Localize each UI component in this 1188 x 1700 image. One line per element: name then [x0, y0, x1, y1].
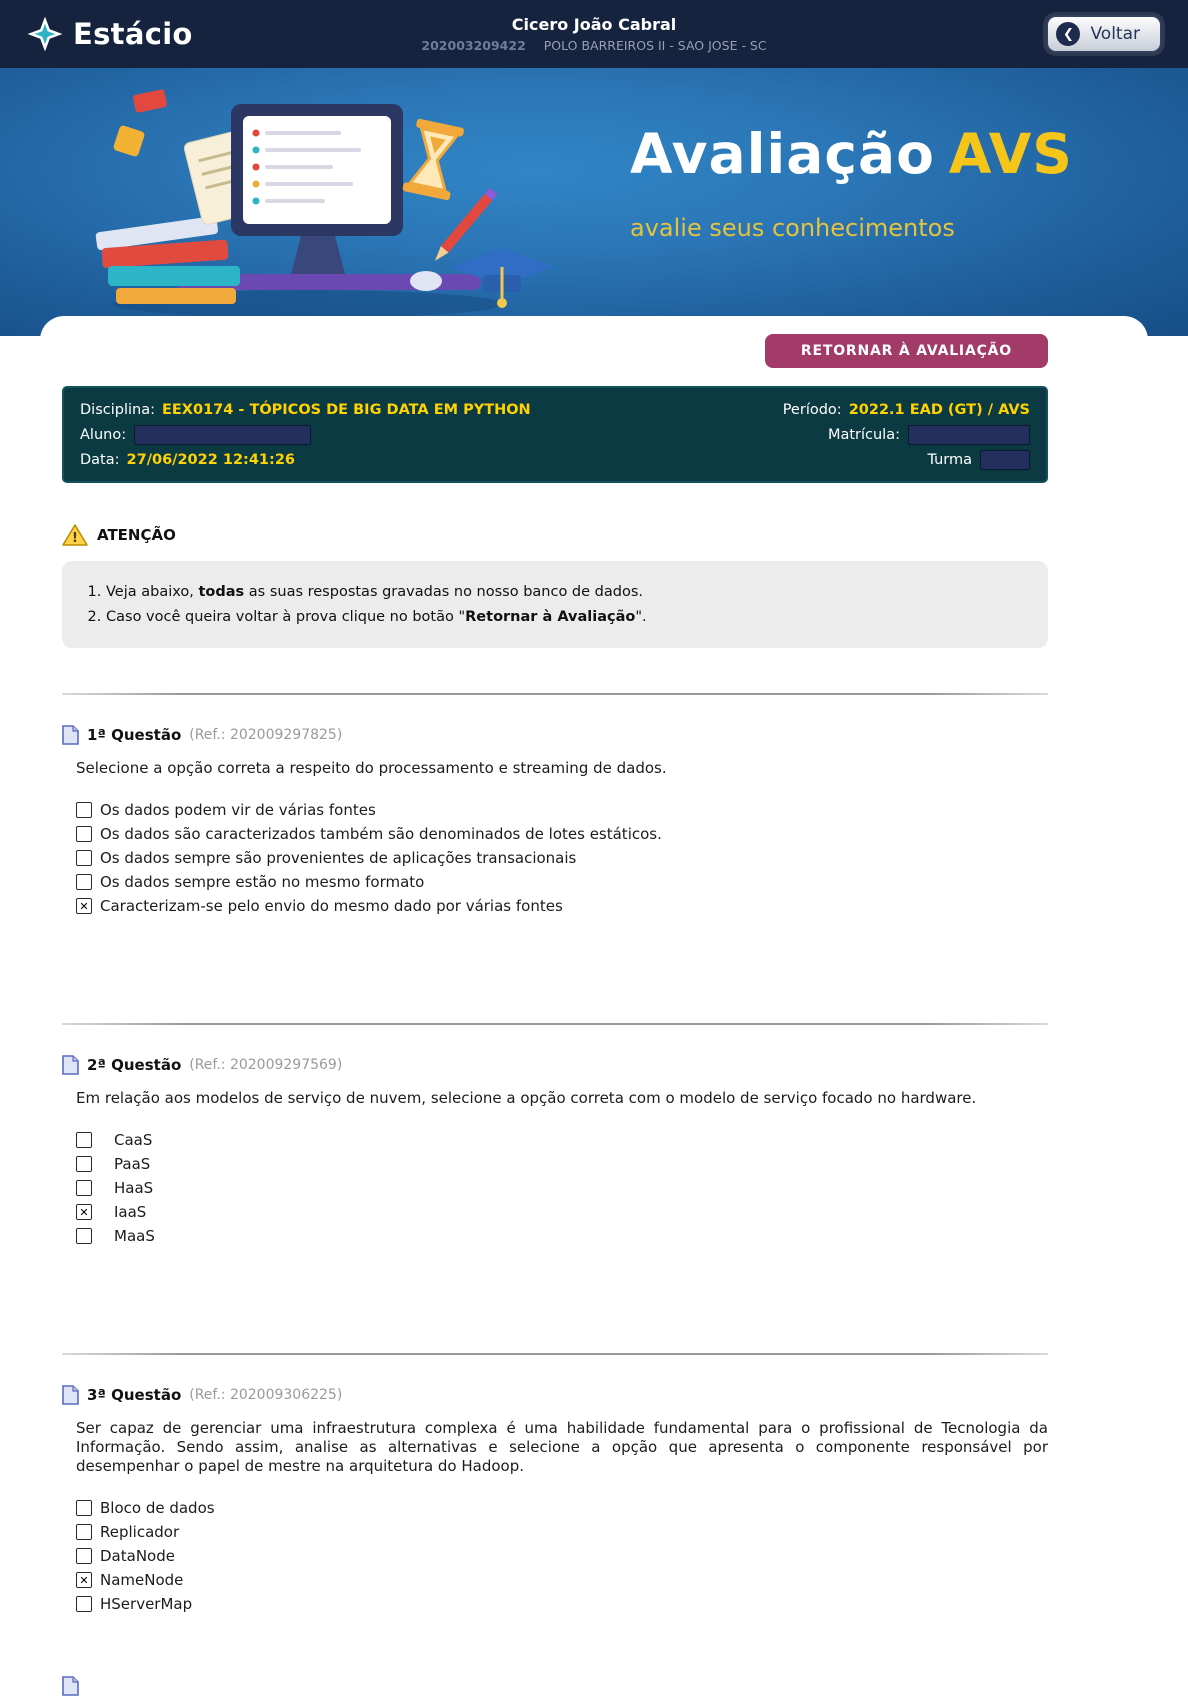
notice-text: ". — [635, 609, 647, 625]
option-label: PaaS — [114, 1155, 151, 1173]
question-number: 2ª Questão — [87, 1056, 182, 1074]
user-name: Cicero João Cabral — [511, 15, 677, 34]
question-number: 1ª Questão — [87, 726, 182, 744]
option-row[interactable] — [76, 1544, 1048, 1568]
checkbox-checked[interactable]: ✕ — [76, 1204, 92, 1220]
option-row[interactable] — [76, 1128, 1048, 1152]
option-label: Os dados são caracterizados também são denominados de lotes estáticos. — [100, 825, 662, 843]
matricula-redacted-value — [908, 425, 1030, 445]
option-label: Os dados sempre estão no mesmo formato — [100, 873, 425, 891]
question-icon — [62, 1055, 79, 1075]
option-row[interactable] — [76, 1200, 1048, 1224]
option-label: HServerMap — [100, 1595, 193, 1613]
question-ref: (Ref.: 202009297569) — [189, 1057, 343, 1073]
option-row[interactable] — [76, 1224, 1048, 1248]
question-ref: (Ref.: 202009297825) — [189, 727, 343, 743]
main-card — [40, 316, 1148, 1700]
option-label: HaaS — [114, 1179, 154, 1197]
brand-name: Estácio — [73, 17, 193, 51]
warning-icon — [62, 523, 88, 547]
question-text: Ser capaz de gerenciar uma infraestrutura complexa é uma habilidade fundamental para o profissional de Tecnologia da Informação. Sendo assim, analise as alternativas e selecione a opção que apresenta o componente responsável por desempenhar o papel de mestre na arquitetura do Hadoop. — [76, 1419, 1048, 1475]
page-title-main: Avaliação — [630, 122, 935, 186]
notice-bold: Retornar à Avaliação — [465, 609, 636, 625]
attention-header — [62, 523, 1048, 547]
checkbox[interactable] — [76, 802, 92, 818]
checkbox[interactable] — [76, 1548, 92, 1564]
notice-item — [106, 584, 1024, 600]
option-row[interactable] — [76, 798, 1048, 822]
checkbox[interactable] — [76, 874, 92, 890]
option-label: NameNode — [100, 1571, 184, 1589]
aluno-label: Aluno: — [80, 426, 127, 443]
back-button-label: Voltar — [1090, 24, 1140, 44]
turma-label: Turma — [927, 451, 972, 468]
matricula-label: Matrícula: — [827, 426, 900, 443]
option-label: Os dados sempre são provenientes de aplicações transacionais — [100, 849, 577, 867]
notice-text: as suas respostas gravadas no nosso banco de dados. — [244, 584, 643, 600]
option-row[interactable] — [76, 1520, 1048, 1544]
question-icon — [62, 725, 79, 745]
option-row[interactable] — [76, 870, 1048, 894]
user-id: 202003209422 — [421, 38, 526, 53]
data-label: Data: — [80, 451, 120, 468]
aluno-redacted-value — [134, 425, 311, 445]
hero-banner — [0, 68, 1188, 336]
question-icon — [62, 1385, 79, 1405]
data-value: 27/06/2022 12:41:26 — [126, 451, 296, 468]
disciplina-value: EEX0174 - TÓPICOS DE BIG DATA EM PYTHON — [161, 401, 531, 418]
notice-item — [106, 609, 1024, 625]
checkbox[interactable] — [76, 850, 92, 866]
option-row[interactable] — [76, 1568, 1048, 1592]
question-number: 3ª Questão — [87, 1386, 182, 1404]
option-label: CaaS — [114, 1131, 153, 1149]
notice-box — [62, 561, 1048, 648]
option-label: Bloco de dados — [100, 1499, 215, 1517]
question-icon — [62, 1676, 79, 1696]
question-block — [62, 693, 1048, 978]
hero-text — [630, 122, 1073, 242]
option-label: IaaS — [114, 1203, 147, 1221]
attention-title: ATENÇÃO — [97, 526, 176, 544]
checkbox-checked[interactable]: ✕ — [76, 1572, 92, 1588]
return-to-assessment-button[interactable]: RETORNAR À AVALIAÇÃO — [765, 334, 1048, 368]
question-ref: (Ref.: 202009306225) — [189, 1387, 343, 1403]
questions-container — [62, 693, 1048, 1676]
notice-bold: todas — [198, 584, 245, 600]
back-chevron-icon: ❮ — [1056, 22, 1080, 46]
option-label: Replicador — [100, 1523, 180, 1541]
checkbox[interactable] — [76, 1524, 92, 1540]
option-row[interactable] — [76, 1592, 1048, 1616]
option-row[interactable] — [76, 1176, 1048, 1200]
svg-text:!: ! — [72, 531, 78, 546]
disciplina-label: Disciplina: — [80, 401, 155, 418]
checkbox[interactable] — [76, 1596, 92, 1612]
divider — [62, 1023, 1048, 1025]
page-title — [630, 122, 1073, 186]
study-illustration — [58, 76, 558, 330]
periodo-label: Período: — [782, 401, 842, 418]
page-subtitle: avalie seus conhecimentos — [630, 213, 955, 242]
top-header — [0, 0, 1188, 68]
option-row[interactable] — [76, 1152, 1048, 1176]
user-polo: POLO BARREIROS II - SAO JOSE - SC — [543, 38, 767, 53]
question-text: Selecione a opção correta a respeito do processamento e streaming de dados. — [76, 759, 667, 777]
notice-text: Caso você queira voltar à prova clique no botão " — [106, 609, 466, 625]
checkbox[interactable] — [76, 826, 92, 842]
checkbox[interactable] — [76, 1500, 92, 1516]
option-label: Caracterizam-se pelo envio do mesmo dado por várias fontes — [100, 897, 563, 915]
checkbox[interactable] — [76, 1180, 92, 1196]
question-block — [62, 1353, 1048, 1676]
option-row[interactable] — [76, 846, 1048, 870]
option-label: Os dados podem vir de várias fontes — [100, 801, 376, 819]
checkbox[interactable] — [76, 1156, 92, 1172]
option-row[interactable] — [76, 894, 1048, 918]
back-button[interactable] — [1046, 15, 1162, 53]
option-label: MaaS — [114, 1227, 155, 1245]
option-row[interactable] — [76, 1496, 1048, 1520]
estacio-star-icon — [26, 15, 64, 53]
options-list — [76, 1128, 1048, 1248]
option-row[interactable] — [76, 822, 1048, 846]
checkbox[interactable] — [76, 1228, 92, 1244]
question-block — [62, 1023, 1048, 1308]
options-list — [76, 798, 1048, 918]
divider — [62, 1353, 1048, 1355]
divider — [62, 693, 1048, 695]
option-label: DataNode — [100, 1547, 175, 1565]
user-info — [421, 15, 766, 53]
periodo-value: 2022.1 EAD (GT) / AVS — [848, 401, 1030, 418]
exam-info-box — [62, 386, 1048, 483]
checkbox-checked[interactable]: ✕ — [76, 898, 92, 914]
options-list — [76, 1496, 1048, 1616]
brand-logo[interactable] — [26, 15, 193, 53]
checkbox[interactable] — [76, 1132, 92, 1148]
notice-text: Veja abaixo, — [106, 584, 199, 600]
turma-redacted-value — [980, 450, 1030, 470]
page-title-accent: AVS — [948, 122, 1073, 186]
question-text: Em relação aos modelos de serviço de nuvem, selecione a opção correta com o modelo de serviço focado no hardware. — [76, 1089, 977, 1107]
